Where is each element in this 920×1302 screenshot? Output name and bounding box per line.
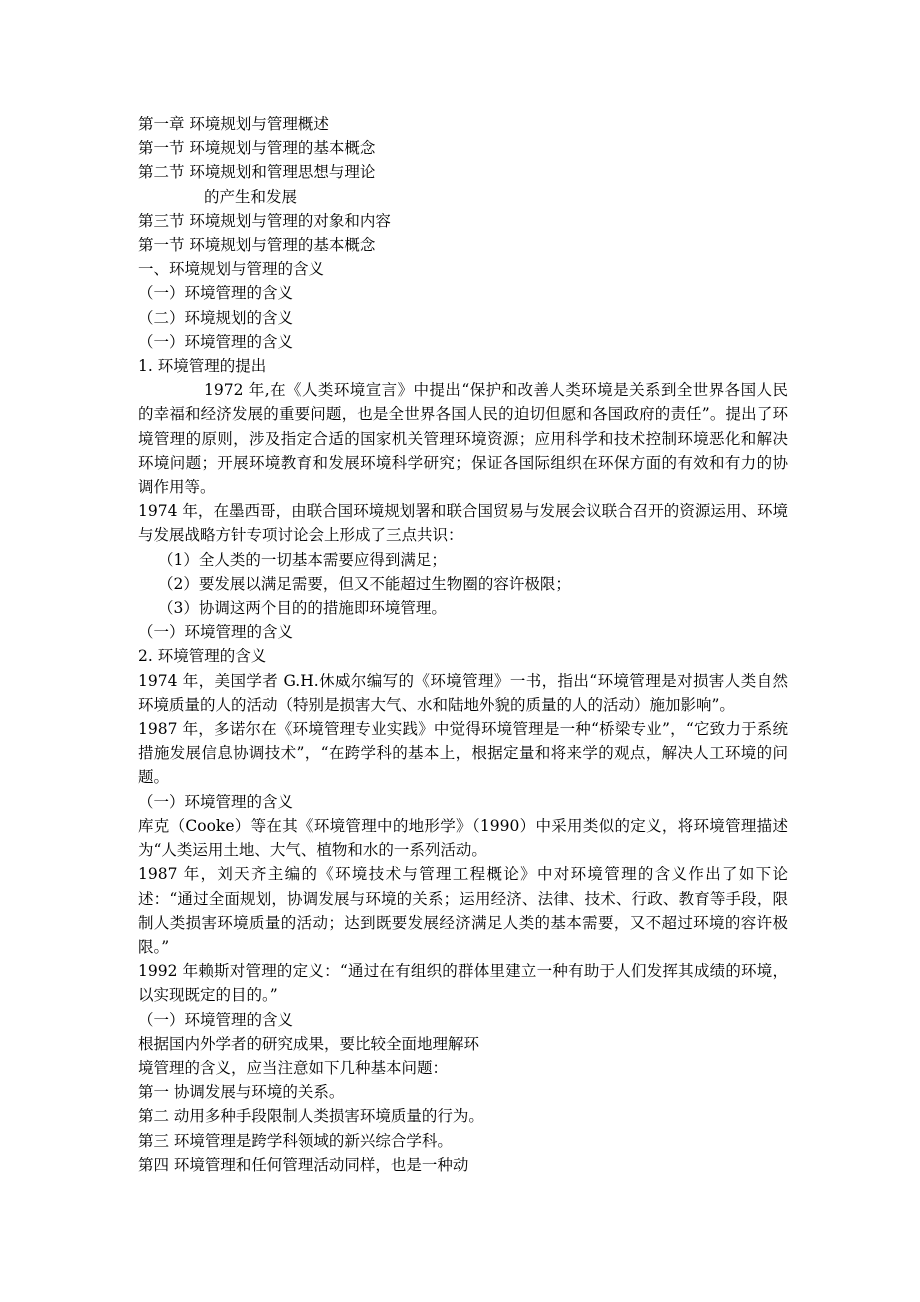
toc-section-3: 第三节 环境规划与管理的对象和内容 bbox=[138, 211, 391, 230]
point-item: 第二 动用多种手段限制人类损害环境质量的行为。 bbox=[138, 1107, 484, 1126]
topic-heading: 1. 环境管理的提出 bbox=[138, 357, 267, 376]
chapter-heading: 第一章 环境规划与管理概述 bbox=[138, 115, 329, 133]
paragraph: 1987 年，多诺尔在《环境管理专业实践》中觉得环境管理是一种“桥梁专业”，“它致力于系统措施发展信息协调技术”，“在跨学科的基本上，根据定量和将来学的观点，解决人工环境的问题。 bbox=[138, 720, 788, 787]
toc-section-2-continued: 的产生和发展 bbox=[204, 187, 298, 206]
list-heading: （二）环境规划的含义 bbox=[138, 308, 294, 327]
point-item: 第一 协调发展与环境的关系。 bbox=[138, 1083, 345, 1102]
list-item: （1）全人类的一切基本需要应得到满足； bbox=[158, 550, 447, 569]
list-heading: （一）环境管理的含义 bbox=[138, 284, 294, 303]
document-body bbox=[138, 112, 788, 1177]
paragraph: 1974 年，在墨西哥，由联合国环境规划署和联合国贸易与发展会议联合召开的资源运用、环境与发展战略方针专项讨论会上形成了三点共识： bbox=[138, 502, 788, 545]
list-heading: （一）环境管理的含义 bbox=[138, 1010, 294, 1029]
topic-heading: 2. 环境管理的含义 bbox=[138, 647, 267, 666]
toc-section-1: 第一节 环境规划与管理的基本概念 bbox=[138, 139, 376, 158]
paragraph-line: 根据国内外学者的研究成果，要比较全面地理解环 bbox=[138, 1034, 480, 1053]
paragraph-line: 境管理的含义，应当注意如下几种基本问题： bbox=[138, 1058, 449, 1077]
point-item: 第三 环境管理是跨学科领域的新兴综合学科。 bbox=[138, 1131, 453, 1150]
list-heading: （一）环境管理的含义 bbox=[138, 332, 294, 351]
paragraph: 1974 年，美国学者 G.H.休威尔编写的《环境管理》一书，指出“环境管理是对损害人类自然环境质量的人的活动（特别是损害大气、水和陆地外貌的质量的人的活动）施加影响”。 bbox=[138, 671, 788, 714]
list-heading: （一）环境管理的含义 bbox=[138, 792, 294, 811]
list-item: （2）要发展以满足需要，但又不能超过生物圈的容许极限； bbox=[158, 574, 571, 593]
paragraph: 库克（Cooke）等在其《环境管理中的地形学》（1990）中采用类似的定义，将环境管理描述为“人类运用土地、大气、植物和水的一系列活动。 bbox=[138, 816, 788, 860]
point-item: 第四 环境管理和任何管理活动同样，也是一种动 bbox=[138, 1155, 469, 1174]
list-item: （3）协调这两个目的的措施即环境管理。 bbox=[158, 599, 447, 618]
paragraph: 1992 年赖斯对管理的定义：“通过在有组织的群体里建立一种有助于人们发挥其成绩的环境，以实现既定的目的。” bbox=[138, 962, 788, 1005]
paragraph: 1987 年，刘天齐主编的《环境技术与管理工程概论》中对环境管理的含义作出了如下论述：“通过全面规划，协调发展与环境的关系；运用经济、法律、技术、行政、教育等手段，限制人类损害环境质量的活动；达到既要发展经济满足人类的基本需要，又不超过环境的容许极限。” bbox=[138, 865, 788, 956]
subsection-heading: 一、环境规划与管理的含义 bbox=[138, 260, 325, 279]
section-heading: 第一节 环境规划与管理的基本概念 bbox=[138, 236, 376, 255]
paragraph: 1972 年,在《人类环境宣言》中提出“保护和改善人类环境是关系到全世界各国人民的幸福和经济发展的重要问题，也是全世界各国人民的迫切但愿和各国政府的责任”。提出了环境管理的原则，涉及指定合适的国家机关管理环境资源；应用科学和技术控制环境恶化和解决环境问题；开展环境教育和发展环境科学研究；保证各国际组织在环保方面的有效和有力的协调作用等。 bbox=[138, 381, 788, 497]
toc-section-2: 第二节 环境规划和管理思想与理论 bbox=[138, 163, 376, 182]
list-heading: （一）环境管理的含义 bbox=[138, 623, 294, 642]
